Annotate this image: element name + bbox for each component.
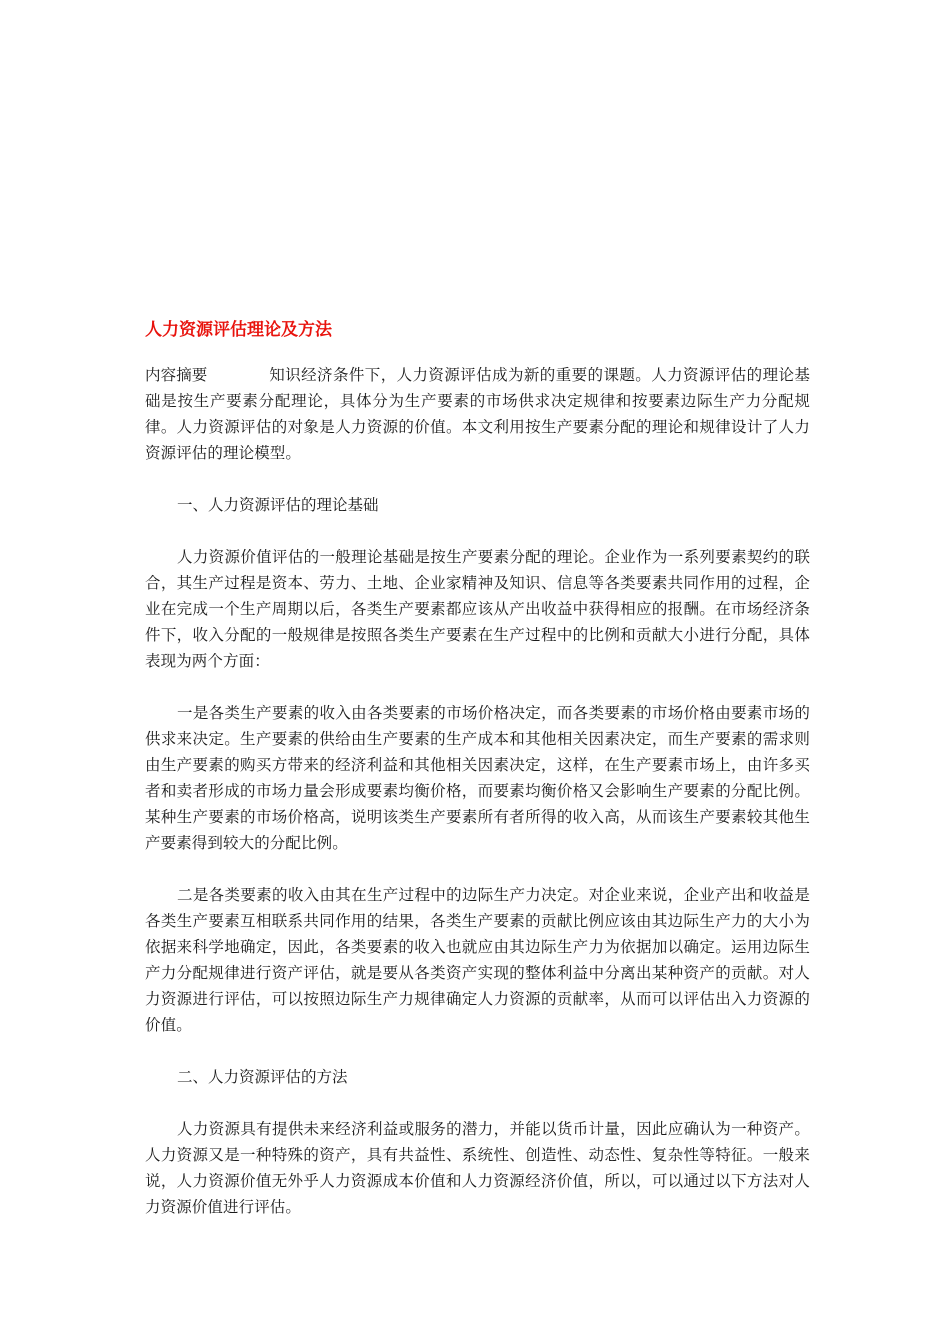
section-1-paragraph-2: 一是各类生产要素的收入由各类要素的市场价格决定，而各类要素的市场价格由要素市场的供求来决定。生产要素的供给由生产要素的生产成本和其他相关因素决定，而生产要素的需求则由生产要素的购买方带来的经济利益和其他相关因素决定，这样，在生产要素市场上，由许多买者和卖者形成的市场力量会形成要素均衡价格，而要素均衡价格又会影响生产要素的分配比例。某种生产要素的市场价格高，说明该类生产要素所有者所得的收入高，从而该生产要素较其他生产要素得到较大的分配比例。 bbox=[145, 704, 810, 852]
section-1-paragraph-1: 人力资源价值评估的一般理论基础是按生产要素分配的理论。企业作为一系列要素契约的联合，其生产过程是资本、劳力、土地、企业家精神及知识、信息等各类要素共同作用的过程，企业在完成一个生产周期以后，各类生产要素都应该从产出收益中获得相应的报酬。在市场经济条件下，收入分配的一般规律是按照各类生产要素在生产过程中的比例和贡献大小进行分配，具体表现为两个方面： bbox=[145, 548, 810, 670]
abstract-label: 内容摘要 bbox=[145, 366, 208, 384]
paragraph-gap bbox=[145, 856, 810, 882]
section-2-heading: 二、人力资源评估的方法 bbox=[177, 1068, 348, 1086]
document-body bbox=[145, 318, 810, 1220]
section-2-paragraph-1: 人力资源具有提供未来经济利益或服务的潜力，并能以货币计量，因此应确认为一种资产。人力资源又是一种特殊的资产，具有共益性、系统性、创造性、动态性、复杂性等特征。一般来说，人力资源价值无外乎人力资源成本价值和人力资源经济价值，所以，可以通过以下方法对人力资源价值进行评估。 bbox=[145, 1120, 810, 1216]
document-title: 人力资源评估理论及方法 bbox=[145, 320, 332, 340]
abstract-text: 知识经济条件下，人力资源评估成为新的重要的课题。人力资源评估的理论基础是按生产要素分配理论，具体分为生产要素的市场供求决定规律和按要素边际生产力分配规律。人力资源评估的对象是人力资源的价值。本文利用按生产要素分配的理论和规律设计了人力资源评估的理论模型。 bbox=[145, 366, 810, 462]
paragraph-gap bbox=[145, 1090, 810, 1116]
paragraph-gap bbox=[145, 466, 810, 492]
paragraph-gap bbox=[145, 518, 810, 544]
section-1-paragraph-3: 二是各类要素的收入由其在生产过程中的边际生产力决定。对企业来说，企业产出和收益是各类生产要素互相联系共同作用的结果，各类生产要素的贡献比例应该由其边际生产力的大小为依据来科学地确定，因此，各类要素的收入也就应由其边际生产力为依据加以确定。运用边际生产力分配规律进行资产评估，就是要从各类资产实现的整体利益中分离出某种资产的贡献。对人力资源进行评估，可以按照边际生产力规律确定人力资源的贡献率，从而可以评估出入力资源的价值。 bbox=[145, 886, 810, 1034]
paragraph-gap bbox=[145, 674, 810, 700]
section-1-heading: 一、人力资源评估的理论基础 bbox=[177, 496, 379, 514]
paragraph-gap bbox=[145, 1038, 810, 1064]
abstract-paragraph bbox=[145, 362, 810, 466]
